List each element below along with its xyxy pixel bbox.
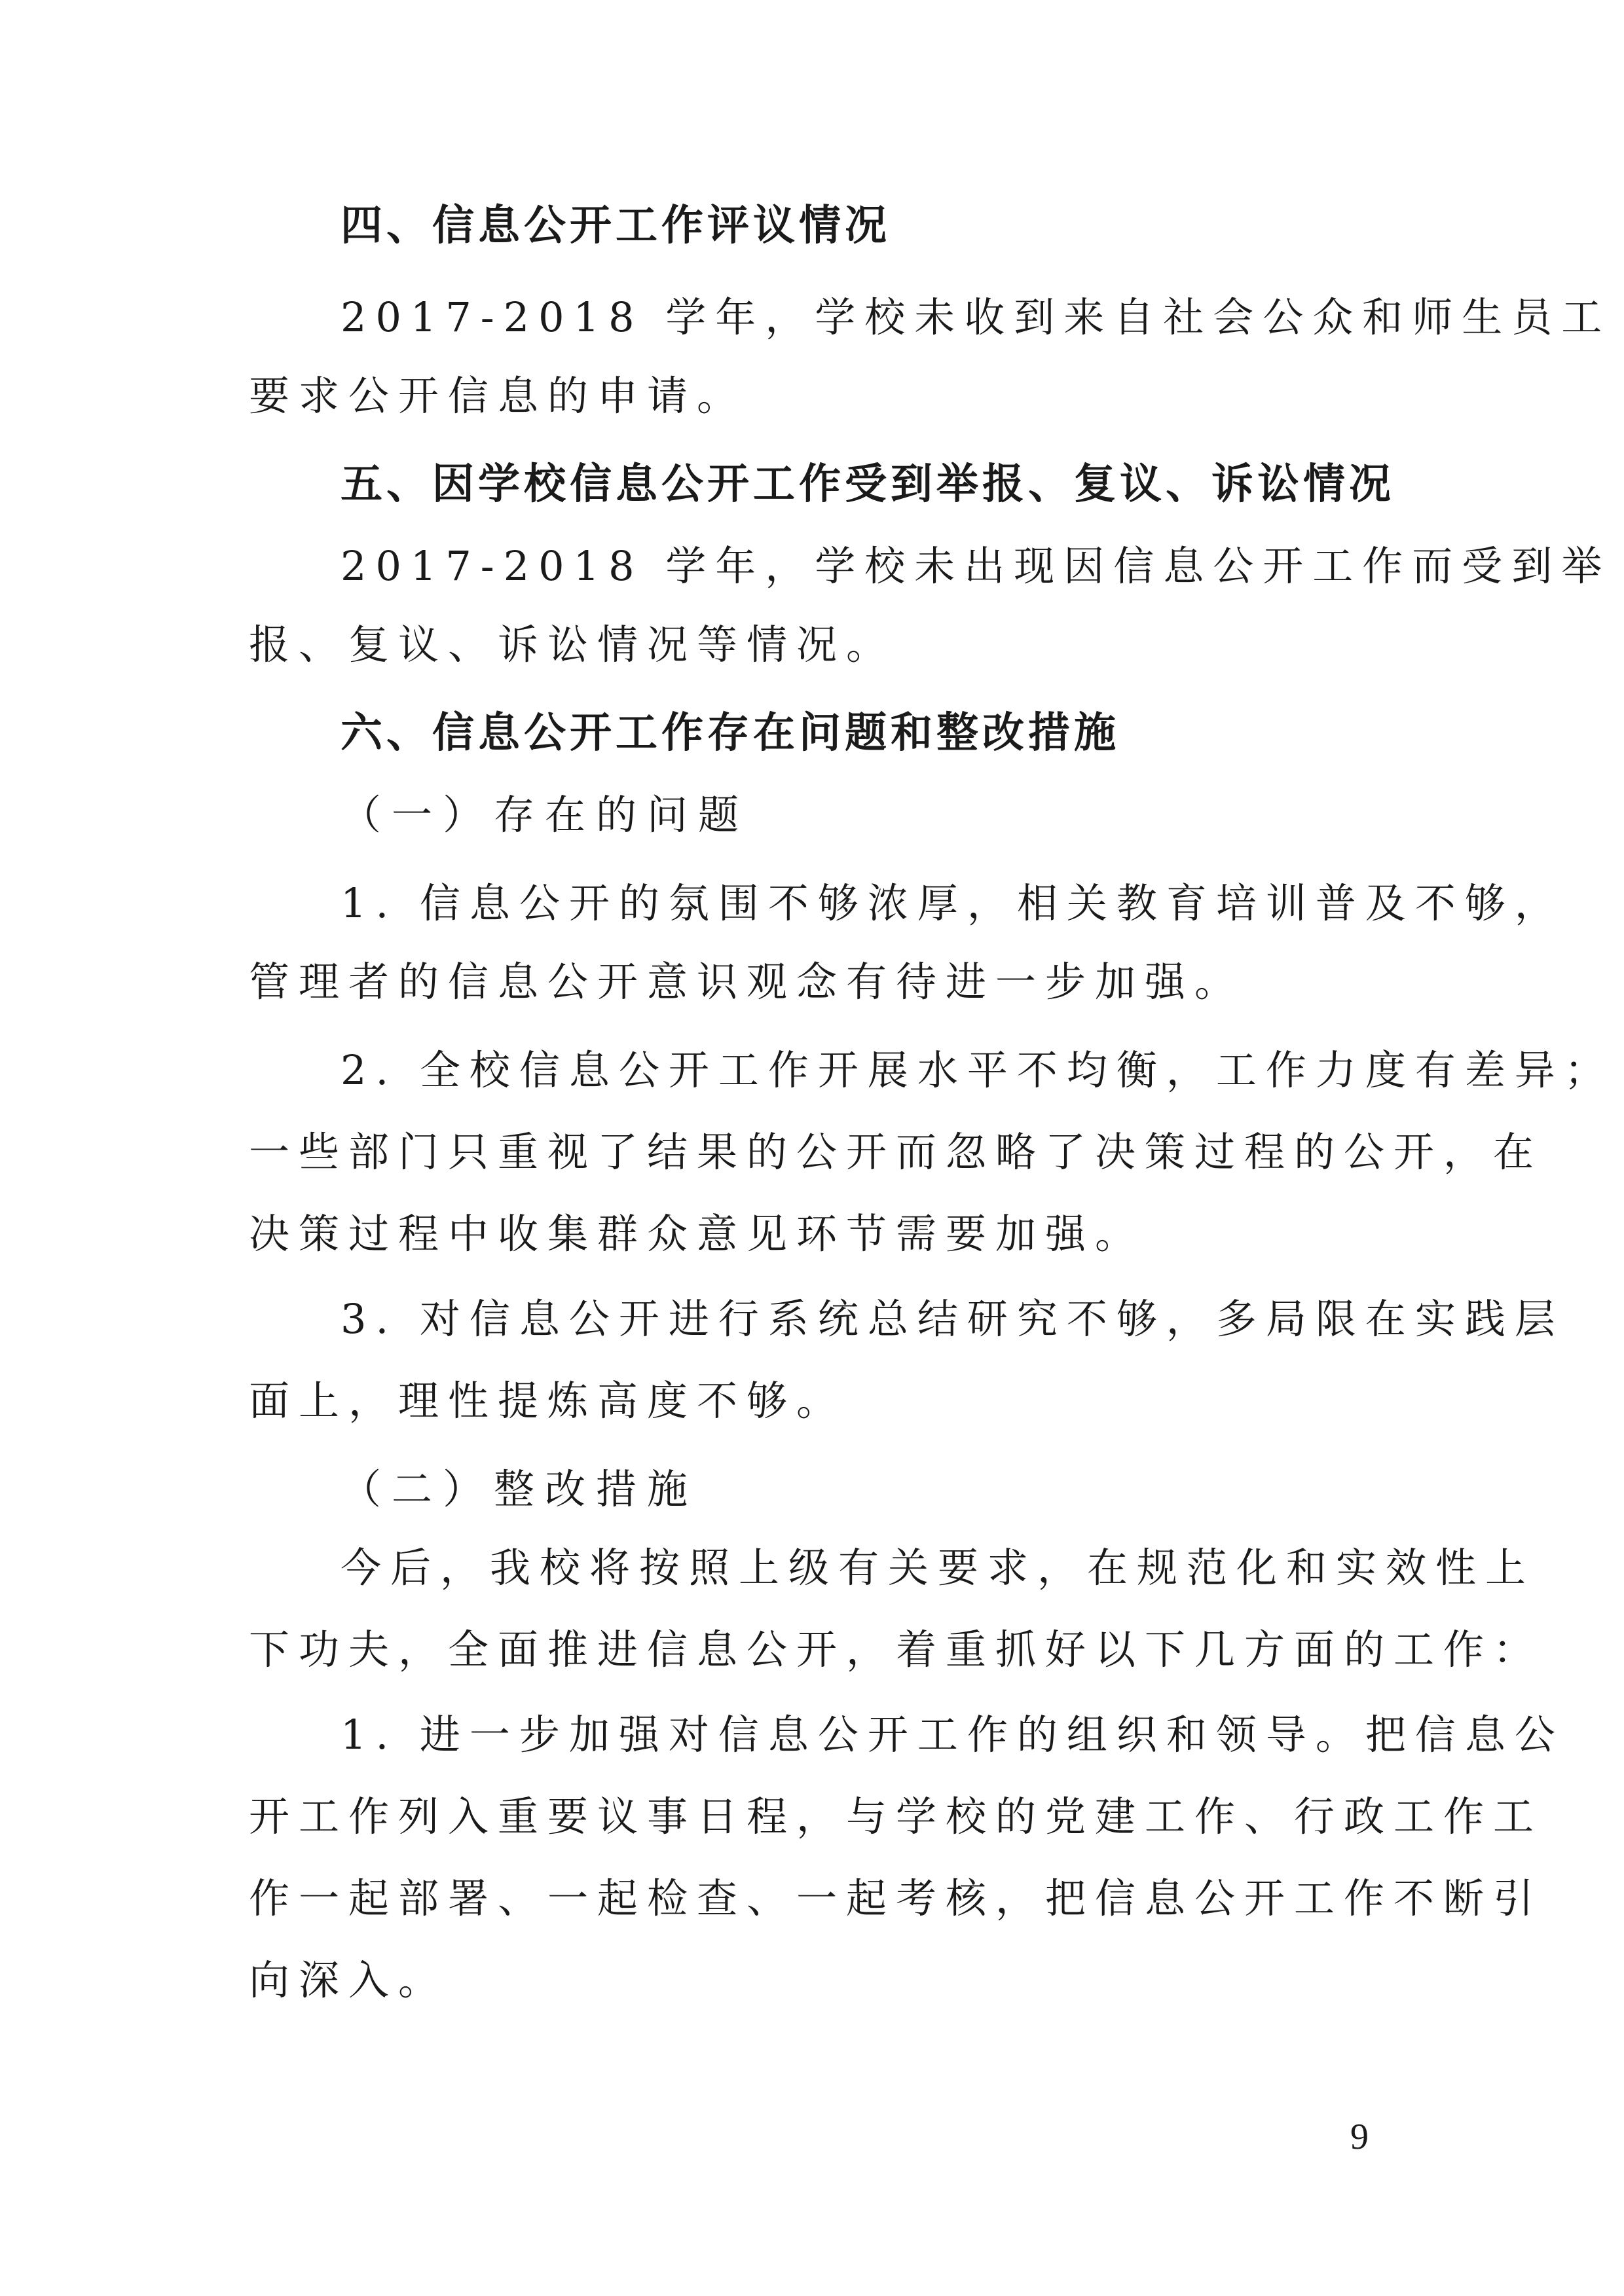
list-item-line: 开工作列入重要议事日程，与学校的党建工作、行政工作工 bbox=[249, 1793, 1543, 1840]
paragraph-line: 报、复议、诉讼情况等情况。 bbox=[249, 621, 896, 668]
list-item-line: 管理者的信息公开意识观念有待进一步加强。 bbox=[249, 958, 1245, 1006]
page-number: 9 bbox=[1350, 2117, 1369, 2157]
section-heading-4: 四、信息公开工作评议情况 bbox=[341, 202, 891, 250]
list-item-line: 3. 对信息公开进行系统总结研究不够，多局限在实践层 bbox=[341, 1295, 1564, 1343]
list-item-line: 作一起部署、一起检查、一起考核，把信息公开工作不断引 bbox=[249, 1874, 1543, 1922]
paragraph-line: 今后，我校将按照上级有关要求，在规范化和实效性上 bbox=[341, 1544, 1536, 1592]
paragraph-line: 要求公开信息的申请。 bbox=[249, 372, 747, 420]
paragraph-line: 2017-2018 学年，学校未出现因信息公开工作而受到举 bbox=[341, 542, 1612, 590]
list-item-line: 向深入。 bbox=[249, 1956, 449, 2004]
list-item-line: 一些部门只重视了结果的公开而忽略了决策过程的公开，在 bbox=[249, 1128, 1543, 1176]
paragraph-line: 下功夫，全面推进信息公开，着重抓好以下几方面的工作： bbox=[249, 1626, 1543, 1673]
section-heading-5: 五、因学校信息公开工作受到举报、复议、诉讼情况 bbox=[341, 460, 1395, 509]
list-item-line: 决策过程中收集群众意见环节需要加强。 bbox=[249, 1210, 1145, 1258]
list-item-line: 1. 信息公开的氛围不够浓厚，相关教育培训普及不够， bbox=[341, 879, 1564, 927]
subsection-heading-problems: （一）存在的问题 bbox=[341, 791, 750, 839]
list-item-line: 2. 全校信息公开工作开展水平不均衡，工作力度有差异； bbox=[341, 1046, 1614, 1094]
section-heading-6: 六、信息公开工作存在问题和整改措施 bbox=[341, 709, 1120, 757]
paragraph-line: 2017-2018 学年，学校未收到来自社会公众和师生员工 bbox=[341, 293, 1612, 341]
list-item-line: 面上，理性提炼高度不够。 bbox=[249, 1377, 847, 1425]
list-item-line: 1. 进一步加强对信息公开工作的组织和领导。把信息公 bbox=[341, 1711, 1564, 1758]
subsection-heading-measures: （二）整改措施 bbox=[341, 1465, 699, 1513]
